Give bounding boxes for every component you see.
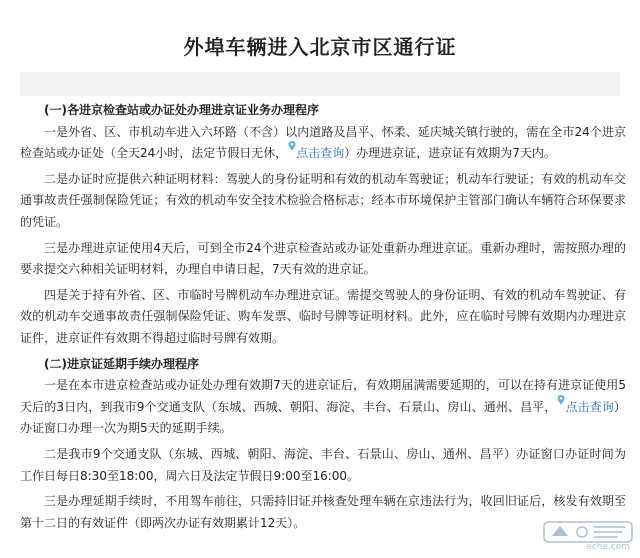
paragraph-1-4: 四是关于持有外省、区、市临时号牌机动车办理进京证。需提交驾驶人的身份证明、有效的机动车驾驶证、有效的机动车交通事故责任强制保险凭证、购车发票、临时号牌等证明材料。此外，应在临时号牌有效期内办理进京证件，进京证件有效期不得超过临时号牌有效期。 [20, 287, 626, 345]
section-heading-1: (一)各进京检查站或办证处办理进京证业务办理程序 [44, 103, 319, 117]
query-link[interactable]: 点击查询 [296, 146, 345, 161]
query-link[interactable]: 点击查询 [565, 399, 614, 414]
info-bar [20, 72, 620, 96]
paragraph-2-1 [20, 375, 626, 440]
paragraph-2-2: 二是我市9个交通支队（东城、西城、朝阳、海淀、丰台、石景山、房山、通州、昌平）办证窗口办证时间为工作日每日8:30至18:00，周六日及法定节假日9:00至16:00。 [20, 446, 626, 483]
paragraph-text: ）办理进京证，进京证有效期为7天内。 [344, 146, 556, 161]
watermark-text: eche.com [586, 542, 630, 552]
paragraph-text: 一是在本市进京检查站或办证处办理有效期7天的进京证后，有效期届满需要延期的，可以在持有进京证使用5天后的3日内，到我市9个交通支队（东城、西城、朝阳、海淀、丰台、石景山、房山、通州、昌平， [20, 378, 626, 414]
article-body [0, 100, 640, 534]
map-pin-icon [288, 143, 296, 151]
section-heading-2: (二)进京证延期手续办理程序 [44, 356, 199, 371]
map-pin-icon [557, 397, 565, 405]
paragraph-1-1 [20, 122, 626, 165]
paragraph-2-3: 三是办理延期手续时，不用驾车前往，只需持旧证并核查处理车辆在京违法行为，收回旧证后，核发有效期至第十二日的有效证件（即两次办证有效期累计12天）。 [20, 494, 626, 530]
paragraph-text: 一是外省、区、市机动车进入六环路（不含）以内道路及昌平、怀柔、延庆城关镇行驶的，需在全市24个进京检查站或办证处（全天24小时，法定节假日无休， [20, 124, 626, 161]
site-watermark [542, 516, 634, 554]
paragraph-text: ）办证窗口办理一次为期5天的延期手续。 [20, 399, 626, 436]
paragraph-1-3: 三是办理进京证使用4天后，可到全市24个进京检查站或办证处重新办理进京证。重新办理时，需按照办理的要求提交六种相关证明材料，办理自申请日起，7天有效的进京证。 [20, 240, 626, 277]
page-title: 外埠车辆进入北京市区通行证 [183, 35, 457, 59]
paragraph-1-2: 二是办证时应提供六种证明材料：驾驶人的身份证明和有效的机动车驾驶证；机动车行驶证；有效的机动车交通事故责任强制保险凭证；有效的机动车安全技术检验合格标志；经本市环境保护主管部门确认车辆符合环保要求的凭证。 [20, 171, 626, 229]
